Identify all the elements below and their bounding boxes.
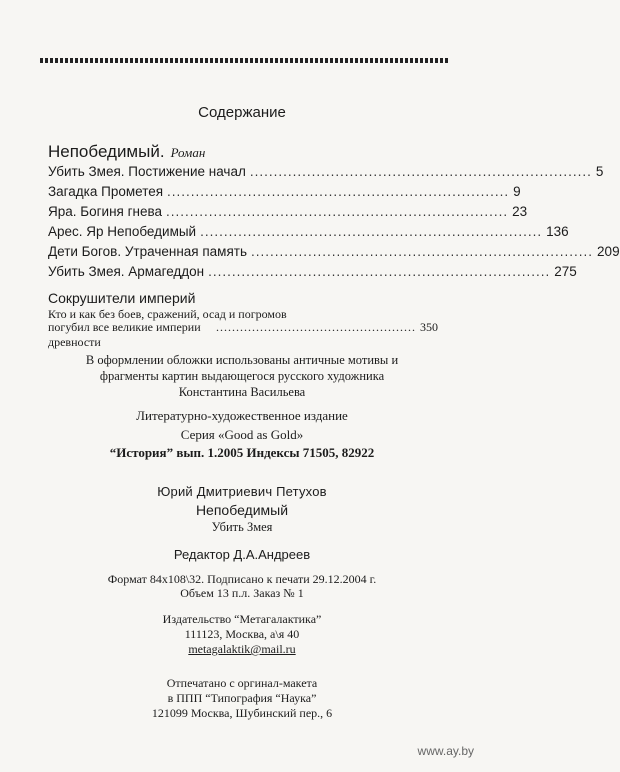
printer-line: 121099 Москва, Шубинский пер., 6	[151, 706, 333, 720]
format-line: Объем 13 п.л. Заказ № 1	[180, 586, 304, 600]
format-info	[0, 572, 484, 600]
section2-subtitle-line2: погубил все великие империи древности	[48, 320, 201, 349]
editor-credit: Редактор Д.А.Андреев	[173, 547, 311, 562]
toc-row	[48, 164, 604, 184]
decorative-rule	[40, 58, 448, 63]
novel-title: Непобедимый.	[48, 142, 165, 161]
cover-note	[0, 352, 484, 400]
toc-leader: ........................................................................	[166, 204, 509, 219]
toc-row	[48, 204, 528, 224]
cover-note-line: Константина Васильева	[178, 385, 306, 399]
toc-leader: ........................................................................	[250, 244, 594, 259]
toc-title: Загадка Прометея	[48, 184, 164, 199]
toc-title: Убить Змея. Армагеддон	[48, 264, 205, 279]
toc-page: 275	[554, 264, 577, 279]
printer-info	[0, 676, 484, 721]
toc-leader: ..................................................	[216, 320, 416, 334]
toc-page: 136	[546, 224, 569, 239]
toc-title: Арес. Яр Непобедимый	[48, 224, 197, 239]
author-name: Юрий Дмитриевич Петухов	[157, 484, 327, 499]
publisher-info	[0, 612, 484, 657]
publisher-line: Издательство “Метагалактика”	[162, 612, 322, 626]
watermark: www.ay.by	[417, 744, 474, 758]
section2-subtitle-line1: Кто и как без боев, сражений, осад и погромов	[48, 307, 287, 321]
publisher-email: metagalaktik@mail.ru	[188, 642, 296, 656]
toc-title: Яра. Богиня гнева	[48, 204, 163, 219]
cover-note-line: фрагменты картин выдающегося русского художника	[99, 369, 385, 383]
contents-title: Содержание	[198, 104, 286, 121]
toc-leader: ........................................................................	[200, 224, 543, 239]
toc-row	[48, 264, 577, 284]
toc-leader: ........................................................................	[208, 264, 551, 279]
toc-page: 209	[597, 244, 620, 259]
novel-heading	[48, 142, 205, 162]
series-name: Серия «Good as Gold»	[180, 427, 304, 442]
toc-page: 9	[513, 184, 521, 199]
toc-title: Дети Богов. Утраченная память	[48, 244, 247, 259]
toc-leader: ........................................................................	[249, 164, 592, 179]
toc-leader: ........................................................................	[167, 184, 510, 199]
toc-page: 5	[595, 164, 604, 179]
novel-genre: Роман	[170, 145, 206, 160]
format-line: Формат 84х108\32. Подписано к печати 29.12.2004 г.	[107, 572, 377, 586]
section2-title: Сокрушители империй	[48, 290, 196, 306]
section2-row	[48, 320, 438, 350]
section2-page: 350	[420, 320, 438, 334]
issue-indexes: “История” вып. 1.2005 Индексы 71505, 82922	[109, 445, 375, 460]
toc-row	[48, 184, 521, 204]
toc-page: 23	[512, 204, 528, 219]
edition-type: Литературно-художественное издание	[136, 408, 348, 423]
publisher-line: 111123, Москва, а\я 40	[184, 627, 300, 641]
printer-line: Отпечатано с оргинал-макета	[166, 676, 318, 690]
book-subtitle: Убить Змея	[211, 520, 273, 534]
printer-line: в ППП “Типография “Наука”	[167, 691, 317, 705]
cover-note-line: В оформлении обложки использованы античные мотивы и	[85, 353, 399, 367]
toc-row	[48, 244, 620, 264]
book-title: Непобедимый	[195, 502, 289, 518]
toc-title: Убить Змея. Постижение начал	[48, 164, 246, 179]
toc-row	[48, 224, 569, 244]
